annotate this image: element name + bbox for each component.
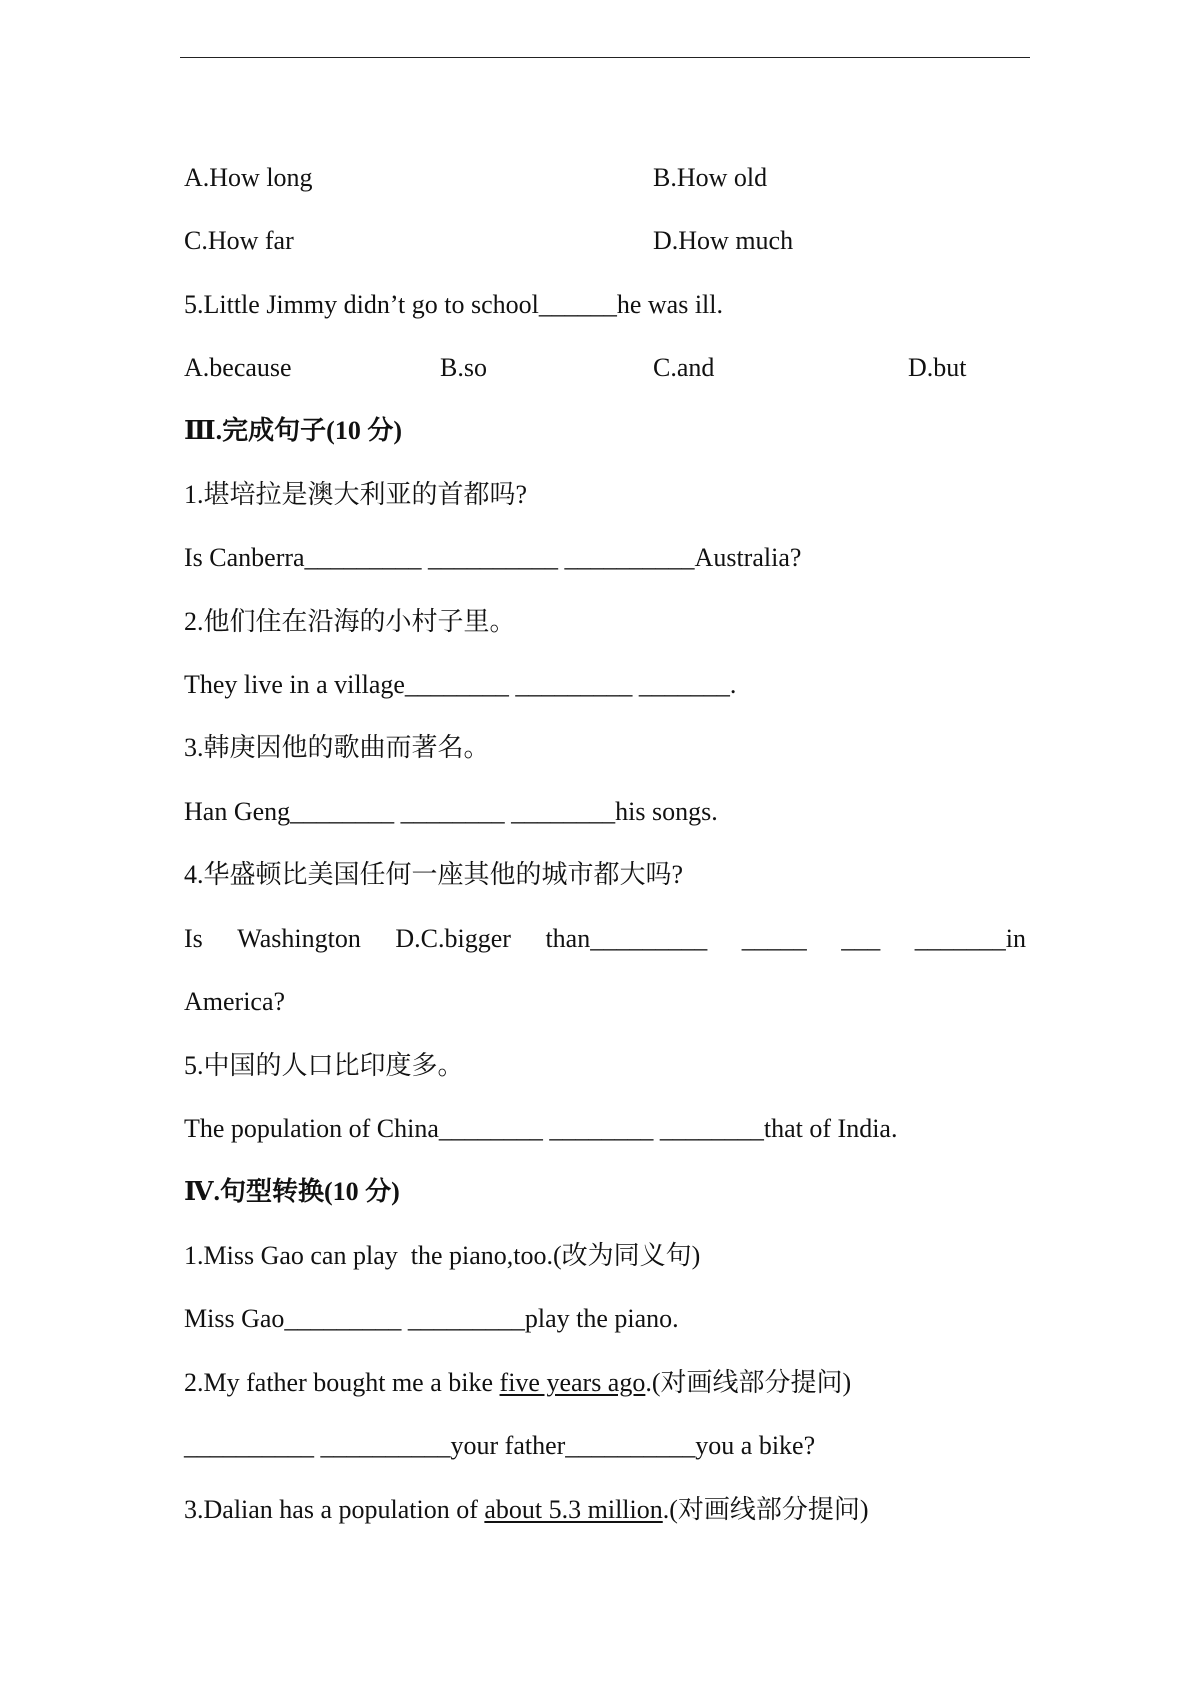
s4-item-2-text-after: .(对画线部分提问) bbox=[645, 1368, 852, 1397]
s4-item-2-text-before: 2.My father bought me a bike bbox=[184, 1368, 500, 1397]
option-b: B.How old bbox=[653, 163, 768, 192]
s4-item-3-text-before: 3.Dalian has a population of bbox=[184, 1495, 485, 1524]
q5-options-row bbox=[184, 348, 1034, 388]
q4-options-row-1 bbox=[184, 158, 1034, 198]
s4-item-3-question bbox=[184, 1490, 1034, 1530]
q5-option-a: A.because bbox=[184, 353, 292, 382]
s3-item-4-word-4: than_________ bbox=[545, 924, 708, 953]
q5-option-d: D.but bbox=[908, 353, 967, 382]
s4-item-3-text-after: .(对画线部分提问) bbox=[662, 1495, 869, 1524]
s3-item-2-english: They live in a village________ _________ _______. bbox=[184, 670, 737, 699]
s4-item-1-question: 1.Miss Gao can play the piano,too.(改为同义句) bbox=[184, 1241, 701, 1270]
q5-option-b: B.so bbox=[440, 353, 487, 382]
s3-item-5-english: The population of China________ ________ ________that of India. bbox=[184, 1114, 898, 1143]
s3-item-4-word-6: ___ bbox=[841, 924, 881, 953]
option-c: C.How far bbox=[184, 226, 294, 255]
s3-item-2-chinese: 2.他们住在沿海的小村子里。 bbox=[184, 607, 516, 636]
s4-item-2-question bbox=[184, 1363, 1034, 1403]
s3-item-1-english: Is Canberra_________ __________ __________Australia? bbox=[184, 543, 802, 572]
s3-item-4-chinese: 4.华盛顿比美国任何一座其他的城市都大吗? bbox=[184, 860, 684, 889]
q5-option-c: C.and bbox=[653, 353, 715, 382]
q5-stem: 5.Little Jimmy didn’t go to school______he was ill. bbox=[184, 290, 723, 319]
q4-options-row-2 bbox=[184, 221, 1034, 261]
s4-item-1-answer: Miss Gao_________ _________play the piano. bbox=[184, 1304, 679, 1333]
s3-item-3-chinese: 3.韩庚因他的歌曲而著名。 bbox=[184, 733, 490, 762]
s3-item-4-word-3: D.C.bigger bbox=[395, 924, 511, 953]
s3-item-4-word-7: _______in bbox=[914, 924, 1026, 953]
s3-item-4-english bbox=[184, 919, 1026, 959]
s3-item-4-english-continued: America? bbox=[184, 987, 286, 1016]
s4-item-2-answer: __________ __________your father__________you a bike? bbox=[184, 1431, 816, 1460]
s3-item-3-english: Han Geng________ ________ ________his songs. bbox=[184, 797, 718, 826]
header-rule bbox=[180, 57, 1030, 58]
s3-item-4-word-1: Is bbox=[184, 924, 203, 953]
section-4-title: Ⅳ.句型转换(10 分) bbox=[184, 1177, 400, 1206]
option-d: D.How much bbox=[653, 226, 794, 255]
s4-item-3-underlined: about 5.3 million bbox=[484, 1495, 663, 1524]
s4-item-2-underlined: five years ago bbox=[499, 1368, 646, 1397]
option-a: A.How long bbox=[184, 163, 313, 192]
s3-item-5-chinese: 5.中国的人口比印度多。 bbox=[184, 1051, 464, 1080]
s3-item-1-chinese: 1.堪培拉是澳大利亚的首都吗? bbox=[184, 480, 528, 509]
section-3-title: Ⅲ.完成句子(10 分) bbox=[184, 416, 402, 445]
s3-item-4-word-2: Washington bbox=[237, 924, 361, 953]
s3-item-4-word-5: _____ bbox=[741, 924, 807, 953]
